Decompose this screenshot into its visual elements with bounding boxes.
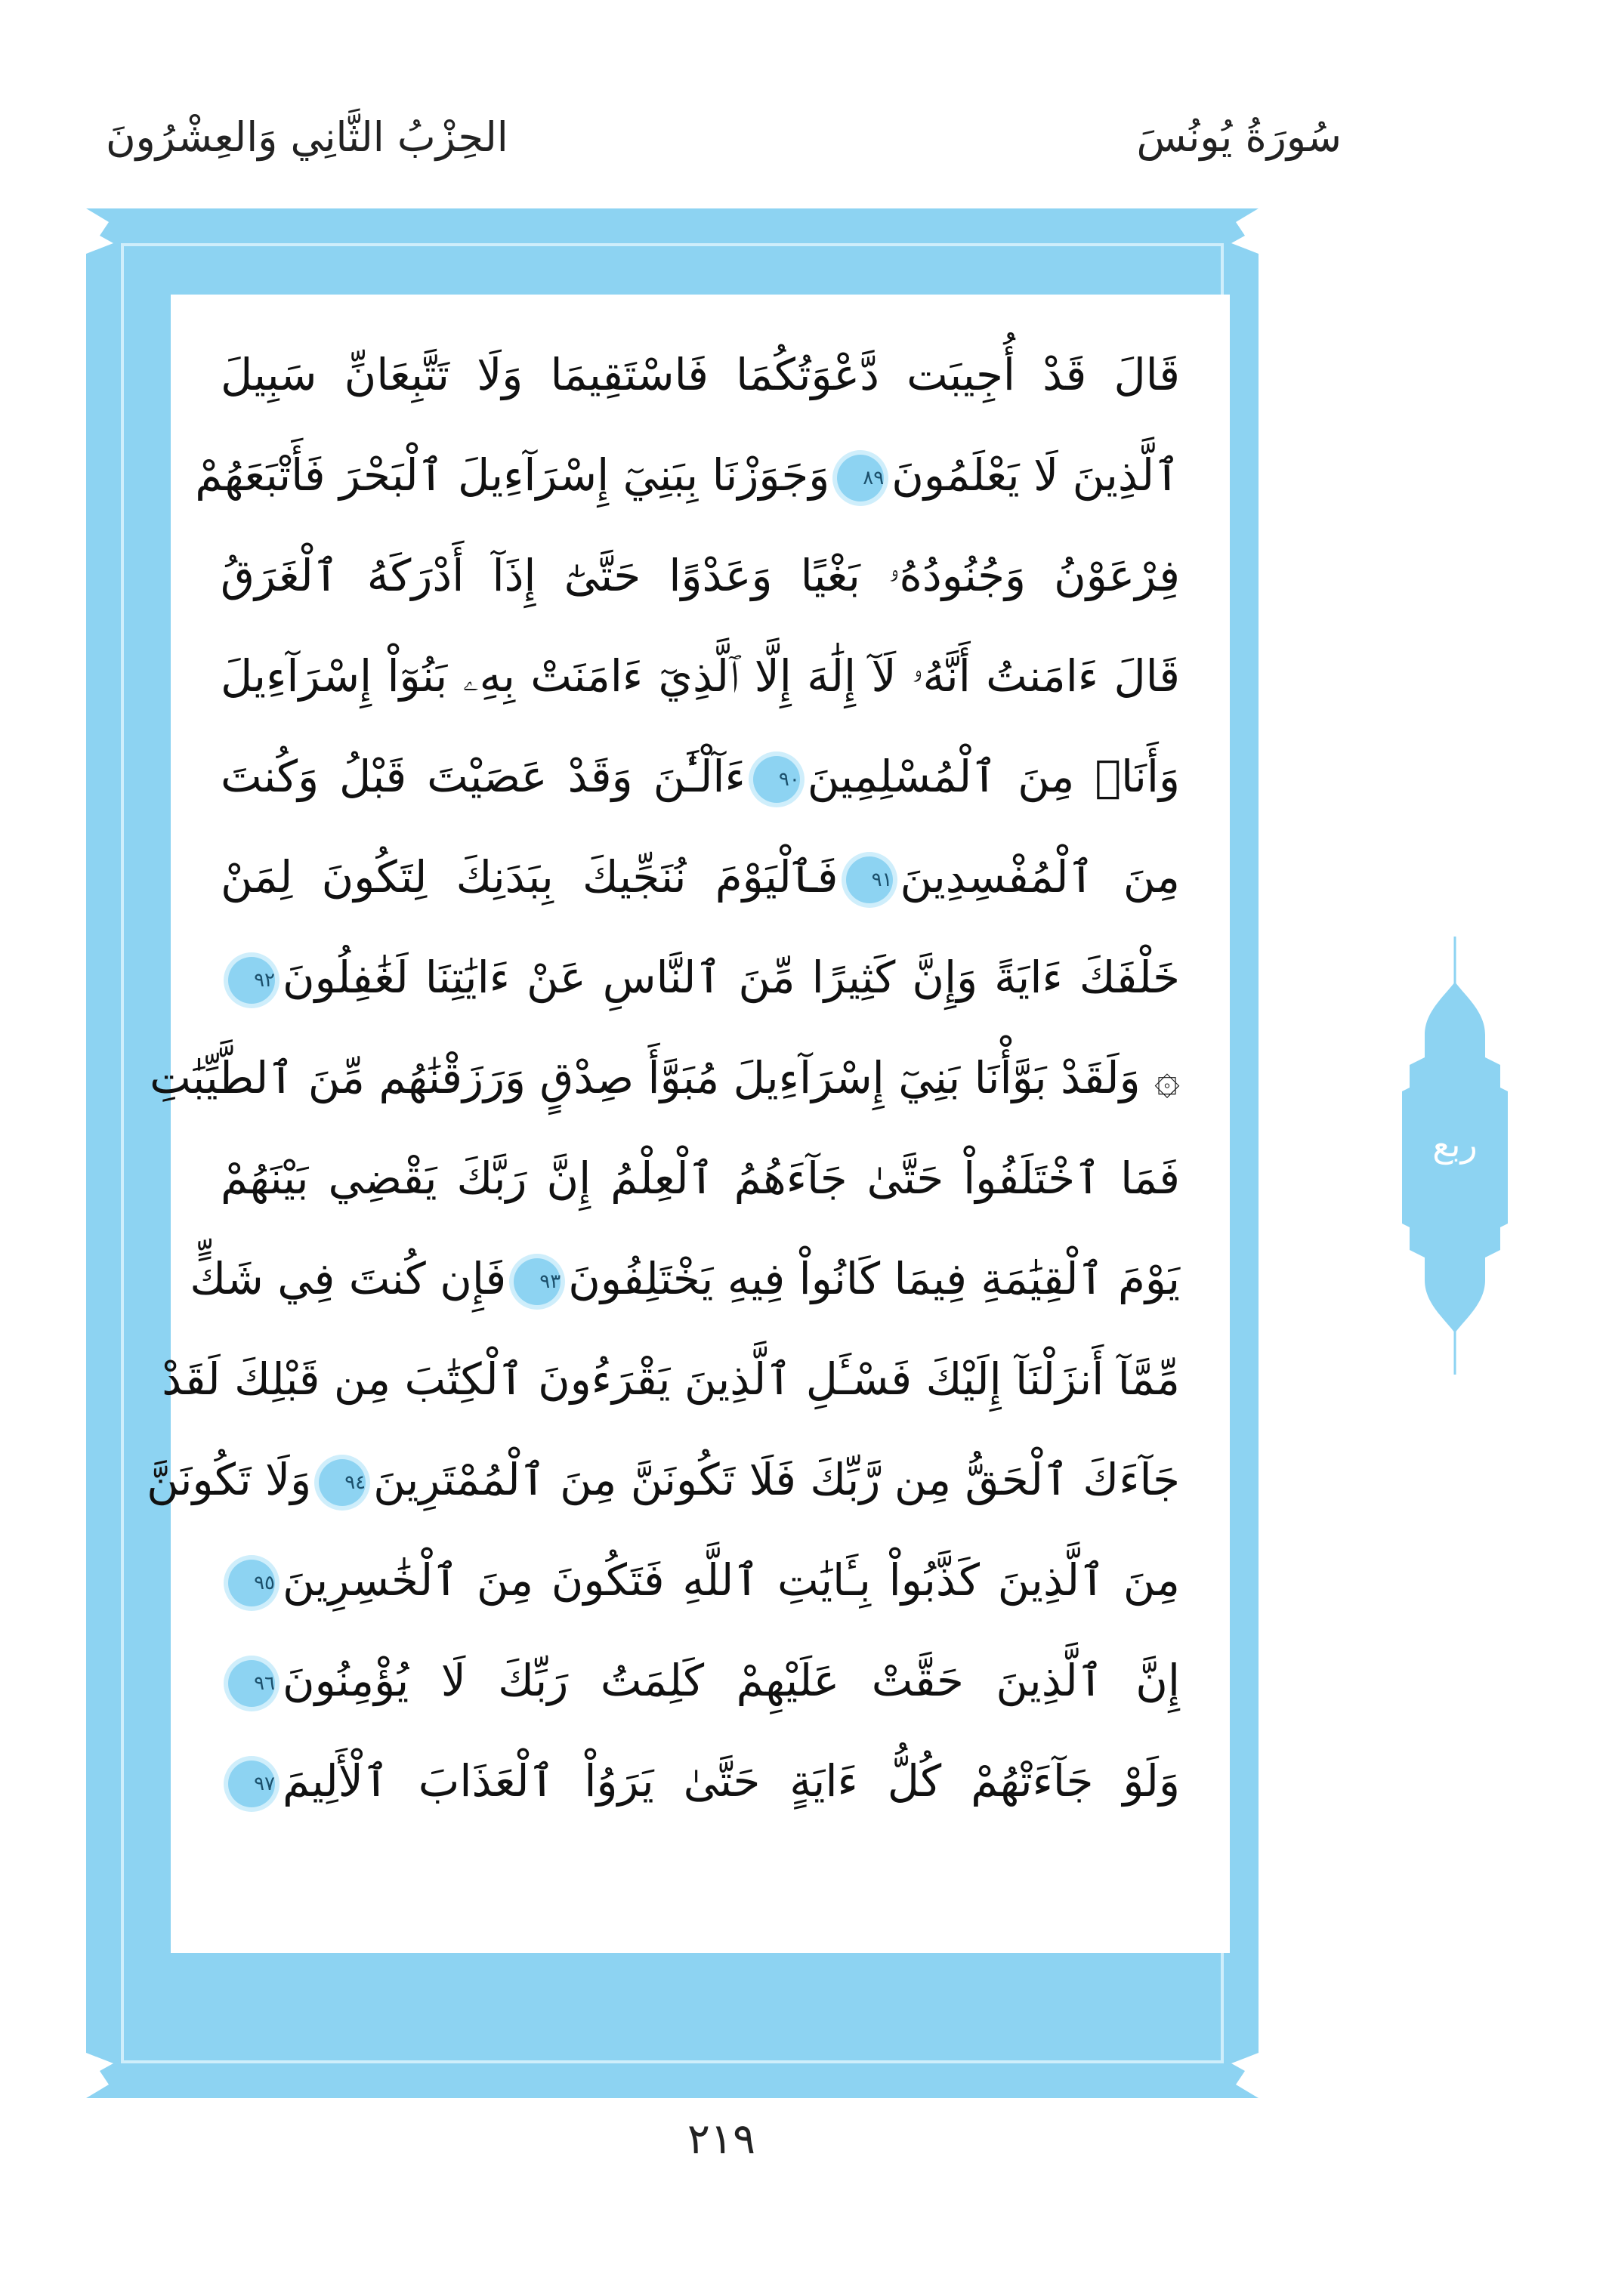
line-text-after: وَلَا تَكُونَنَّ [147,1454,312,1505]
ayah-number-marker: ٩٠ [753,756,800,803]
line-text: يَوْمَ ٱلْقِيَٰمَةِ فِيمَا كَانُواْ فِيهِ يَخْتَلِفُونَ [568,1253,1180,1304]
ayah-number-marker: ٩٦ [228,1660,275,1707]
ayah-number-marker: ٩٥ [228,1560,275,1606]
ayah-number-marker: ٩٣ [514,1258,561,1305]
text-line [221,1731,1180,1832]
line-text: ۞ وَلَقَدْ بَوَّأْنَا بَنِيٓ إِسْرَآءِيلَ مُبَوَّأَ صِدْقٍ وَرَزَقْنَٰهُم مِّنَ ٱلطَّيِّبَٰتِ [150,1052,1180,1103]
line-text: جَآءَكَ ٱلْحَقُّ مِن رَّبِّكَ فَلَا تَكُونَنَّ مِنَ ٱلْمُمْتَرِينَ [373,1454,1180,1505]
text-line [150,1028,1180,1128]
text-line [221,727,1180,827]
ayah-number-marker: ٩٧ [228,1761,275,1807]
ayah-number-marker: ٩٢ [228,957,275,1004]
page-number: ٢١٩ [687,2115,756,2164]
text-line [221,927,1180,1028]
rub-label: ربع [1432,1124,1478,1165]
line-text-after: فَٱلْيَوْمَ نُنَجِّيكَ بِبَدَنِكَ لِتَكُونَ لِمَنْ [221,851,839,903]
text-line [221,1631,1180,1731]
text-line [221,626,1180,727]
line-text: فِرْعَوْنُ وَجُنُودُهُۥ بَغْيًا وَعَدْوًا حَتَّىٰٓ إِذَآ أَدْرَكَهُ ٱلْغَرَقُ [221,550,1180,601]
line-text-after: وَجَوَزْنَا بِبَنِيٓ إِسْرَآءِيلَ ٱلْبَحْرَ فَأَتْبَعَهُمْ [195,449,830,501]
text-line [221,1128,1180,1229]
surah-name: سُورَةُ يُونُسَ [1136,113,1342,161]
line-text: مِنَ ٱلَّذِينَ كَذَّبُواْ بِـَٔايَٰتِ ٱللَّهِ فَتَكُونَ مِنَ ٱلْخَٰسِرِينَ [283,1554,1180,1606]
line-text: خَلْفَكَ ءَايَةً وَإِنَّ كَثِيرًا مِّنَ ٱلنَّاسِ عَنْ ءَايَٰتِنَا لَغَٰفِلُونَ [283,952,1180,1003]
quran-text-panel [147,295,1230,1953]
line-text: مِنَ ٱلْمُفْسِدِينَ [900,851,1180,903]
line-text: فَمَا ٱخْتَلَفُواْ حَتَّىٰ جَآءَهُمُ ٱلْعِلْمُ إِنَّ رَبَّكَ يَقْضِي بَيْنَهُمْ [221,1153,1180,1204]
text-line [221,827,1180,927]
ayah-number-marker: ٩٤ [319,1459,366,1506]
line-text: قَالَ ءَامَنتُ أَنَّهُۥ لَآ إِلَٰهَ إِلَّا ٱلَّذِيٓ ءَامَنَتْ بِهِۦ بَنُوٓاْ إِسْرَآءِيلَ [221,650,1180,702]
text-line [190,1229,1180,1329]
line-text: ٱلَّذِينَ لَا يَعْلَمُونَ [891,449,1180,501]
line-text: قَالَ قَدْ أُجِيبَت دَّعْوَتُكُمَا فَاسْتَقِيمَا وَلَا تَتَّبِعَانِّ سَبِيلَ [221,349,1180,400]
text-line [221,1530,1180,1631]
text-line [162,1329,1180,1430]
hizb-name: الحِزْبُ الثَّانِي وَالعِشْرُونَ [106,113,508,161]
line-text: إِنَّ ٱلَّذِينَ حَقَّتْ عَلَيْهِمْ كَلِمَتُ رَبِّكَ لَا يُؤْمِنُونَ [283,1655,1180,1706]
text-line [195,425,1180,526]
line-text: مِّمَّآ أَنزَلْنَآ إِلَيْكَ فَسْـَٔلِ ٱلَّذِينَ يَقْرَءُونَ ٱلْكِتَٰبَ مِن قَبْلِكَ لَقَدْ [162,1353,1180,1405]
text-line [221,325,1180,425]
line-text-after: ءَآلْـَٰٔنَ وَقَدْ عَصَيْتَ قَبْلُ وَكُنتَ [221,751,746,802]
text-line [221,526,1180,626]
ayah-number-marker: ٩١ [846,856,893,903]
line-text-after: فَإِن كُنتَ فِي شَكٍّ [190,1253,507,1304]
line-text: وَلَوْ جَآءَتْهُمْ كُلُّ ءَايَةٍ حَتَّىٰ يَرَوُاْ ٱلْعَذَابَ ٱلْأَلِيمَ [283,1755,1180,1807]
line-text: وَأَنَا۠ مِنَ ٱلْمُسْلِمِينَ [807,751,1180,802]
ayah-number-marker: ٨٩ [837,455,884,501]
text-line [147,1430,1180,1530]
